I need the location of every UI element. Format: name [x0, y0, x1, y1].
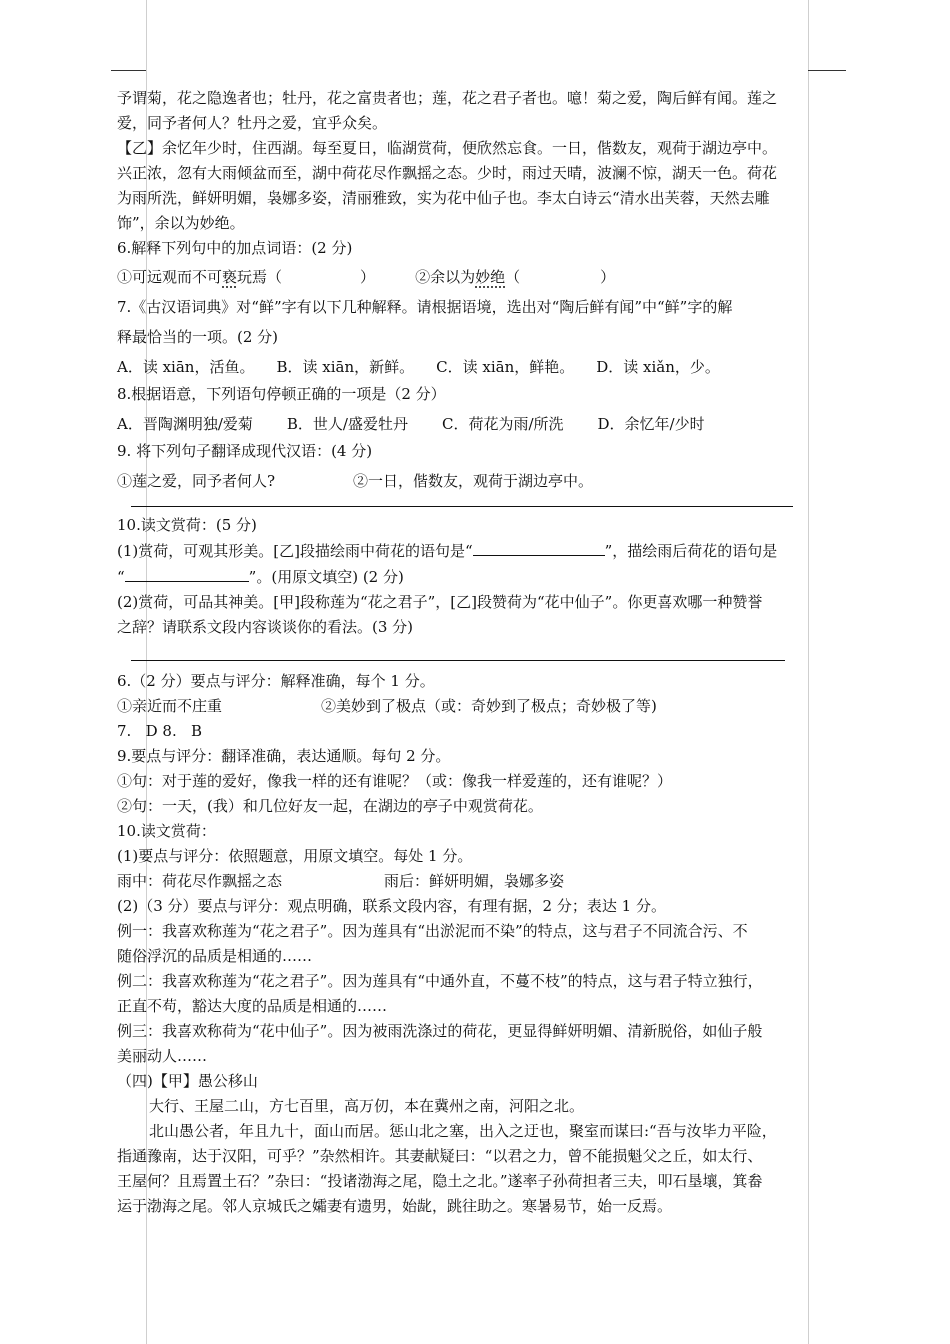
answer-10-1-items	[117, 869, 857, 894]
answer-line	[131, 506, 793, 507]
part-text: ”。(用原文填空) (2 分)	[248, 568, 404, 586]
text-line: 爱，同予者何人？牡丹之爱，宜乎众矣。	[117, 114, 388, 132]
item-text: （	[505, 268, 521, 286]
question-stem: 释最恰当的一项。(2 分)	[117, 328, 279, 346]
header-rule-right	[808, 70, 846, 71]
example-2: 例二：我喜欢称莲为“花之君子”。因为莲具有“中通外直，不蔓不枝”的特点，这与君子特立独行，	[117, 972, 763, 990]
answer-9-1: ①句：对于莲的爱好，像我一样的还有谁呢？（或：像我一样爱莲的，还有谁呢？）	[117, 772, 673, 790]
section-title: （四)【甲】愚公移山	[117, 1072, 258, 1090]
question-stem: 10.读文赏荷：(5 分)	[117, 516, 257, 534]
fill-blank[interactable]	[473, 538, 605, 556]
answer-10: 10.读文赏荷：	[117, 822, 216, 840]
dotted-word: 妙绝	[475, 268, 506, 286]
question-stem: 9. 将下列句子翻译成现代汉语：(4 分)	[117, 442, 373, 460]
option-c: C．荷花为雨/所洗	[441, 415, 564, 433]
item-text: ①可远观而不可	[117, 268, 223, 286]
question-part-1	[117, 538, 857, 564]
answer-key	[117, 669, 857, 1069]
header-rule-left	[111, 70, 146, 71]
item-text: ）	[600, 268, 616, 286]
question-part-2: 之辞？请联系文段内容谈谈你的看法。(3 分)	[117, 618, 414, 636]
question-items	[117, 265, 857, 290]
question-stem: 6.解释下列句中的加点词语：(2 分)	[117, 239, 353, 257]
option-d: D．余忆年/少时	[597, 415, 705, 433]
text-line: 兴正浓，忽有大雨倾盆而至，湖中荷花尽作飘摇之态。少时，雨过天晴，波澜不惊，湖天一色。荷花	[117, 164, 778, 182]
option-d: D．读 xiǎn，少。	[596, 358, 720, 376]
option-a: A．读 xiān，活鱼。	[117, 358, 255, 376]
answer-9: 9.要点与评分：翻译准确，表达通顺。每句 2 分。	[117, 747, 451, 765]
option-row	[117, 355, 857, 380]
example-3-cont: 美丽动人……	[117, 1047, 208, 1065]
example-1-cont: 随俗浮沉的品质是相通的……	[117, 947, 313, 965]
question-6	[117, 236, 857, 290]
paragraph: 大行、王屋二山，方七百里，高万仞，本在冀州之南，河阳之北。	[149, 1097, 585, 1115]
text-line: 饰”，余以为妙绝。	[117, 214, 245, 232]
passage-yi	[117, 136, 857, 236]
document-body	[117, 86, 857, 1219]
option-c: C．读 xiān，鲜艳。	[436, 358, 575, 376]
text-line: 为雨所洗，鲜妍明媚，袅娜多姿，清丽雅致，实为花中仙子也。李太白诗云“清水出芙蓉，天然去雕	[117, 189, 770, 207]
item-text: 玩焉（	[237, 268, 283, 286]
example-1: 例一：我喜欢称莲为“花之君子”。因为莲具有“出淤泥而不染”的特点，这与君子不同流合污、不	[117, 922, 748, 940]
answer-text: 雨中：荷花尽作飘摇之态	[117, 872, 283, 890]
question-part-2: (2)赏荷，可品其神美。[甲]段称莲为“花之君子”，[乙]段赞荷为“花中仙子”。你更喜欢哪一种赞誉	[117, 593, 763, 611]
part-text: “	[117, 568, 125, 586]
question-8	[117, 382, 857, 437]
sentence-row	[117, 469, 857, 494]
answer-line	[131, 660, 785, 661]
answer-10-2: (2)（3 分）要点与评分：观点明确，联系文段内容，有理有据，2 分；表达 1 分。	[117, 897, 666, 915]
sentence-2: ②一日，偕数友，观荷于湖边亭中。	[353, 472, 594, 490]
dotted-word: 亵	[222, 268, 238, 286]
text-line: 予谓菊，花之隐逸者也；牡丹，花之富贵者也；莲，花之君子者也。噫！菊之爱，陶后鲜有闻。莲之	[117, 89, 778, 107]
sentence-1: ①莲之爱，同予者何人?	[117, 472, 276, 490]
question-part-1-cont	[117, 564, 857, 590]
paragraph-cont: 王屋何？且焉置土石？”杂曰：“投诸渤海之尾，隐土之北。”遂率子孙荷担者三夫，叩石垦壤，箕畚	[117, 1172, 763, 1190]
answer-6: 6.（2 分）要点与评分：解释准确，每个 1 分。	[117, 672, 435, 690]
option-a: A．晋陶渊明独/爱菊	[117, 415, 253, 433]
text-line: 【乙】余忆年少时，住西湖。每至夏日，临湖赏荷，便欣然忘食。一日，偕数友，观荷于湖边亭中。	[117, 139, 778, 157]
part-text: ”，描绘雨后荷花的语句是	[604, 542, 778, 560]
paragraph: 北山愚公者，年且九十，面山而居。惩山北之塞，出入之迂也，聚室而谋曰:“吾与汝毕力平险，	[149, 1122, 777, 1140]
answer-6-items	[117, 694, 857, 719]
option-row	[117, 412, 857, 437]
answer-text: ①亲近而不庄重	[117, 697, 223, 715]
section-4	[117, 1069, 857, 1219]
answer-9-2: ②句：一天，(我）和几位好友一起，在湖边的亭子中观赏荷花。	[117, 797, 543, 815]
item-text: ）	[360, 268, 376, 286]
option-b: B．世人/盛爱牡丹	[286, 415, 408, 433]
answer-text: 雨后：鲜妍明媚，袅娜多姿	[384, 872, 565, 890]
question-7	[117, 295, 857, 380]
example-3: 例三：我喜欢称荷为“花中仙子”。因为被雨洗涤过的荷花，更显得鲜妍明媚、清新脱俗，如仙子般	[117, 1022, 763, 1040]
answer-7-8: 7. D 8. B	[117, 722, 203, 740]
example-2-cont: 正直不苟，豁达大度的品质是相通的……	[117, 997, 388, 1015]
question-stem: 7.《古汉语词典》对“鲜”字有以下几种解释。请根据语境，选出对“陶后鲜有闻”中“鲜”字的解	[117, 298, 733, 316]
question-10	[117, 513, 857, 661]
option-b: B．读 xiān，新鲜。	[276, 358, 415, 376]
paragraph-cont: 运于渤海之尾。邻人京城氏之孀妻有遗男，始龀，跳往助之。寒暑易节，始一反焉。	[117, 1197, 673, 1215]
paragraph-cont: 指通豫南，达于汉阳，可乎？”杂然相许。其妻献疑曰：“以君之力，曾不能损魁父之丘，如太行、	[117, 1147, 763, 1165]
answer-text: ②美妙到了极点（或：奇妙到了极点；奇妙极了等)	[321, 697, 657, 715]
item-text: ②余以为	[415, 268, 476, 286]
question-stem: 8.根据语意，下列语句停顿正确的一项是（2 分）	[117, 385, 446, 403]
answer-10-1: (1)要点与评分：依照题意，用原文填空。每处 1 分。	[117, 847, 473, 865]
question-9	[117, 439, 857, 507]
part-text: (1)赏荷，可观其形美。[乙]段描绘雨中荷花的语句是“	[117, 542, 473, 560]
fill-blank[interactable]	[125, 564, 249, 582]
passage-jia-ending	[117, 86, 857, 136]
